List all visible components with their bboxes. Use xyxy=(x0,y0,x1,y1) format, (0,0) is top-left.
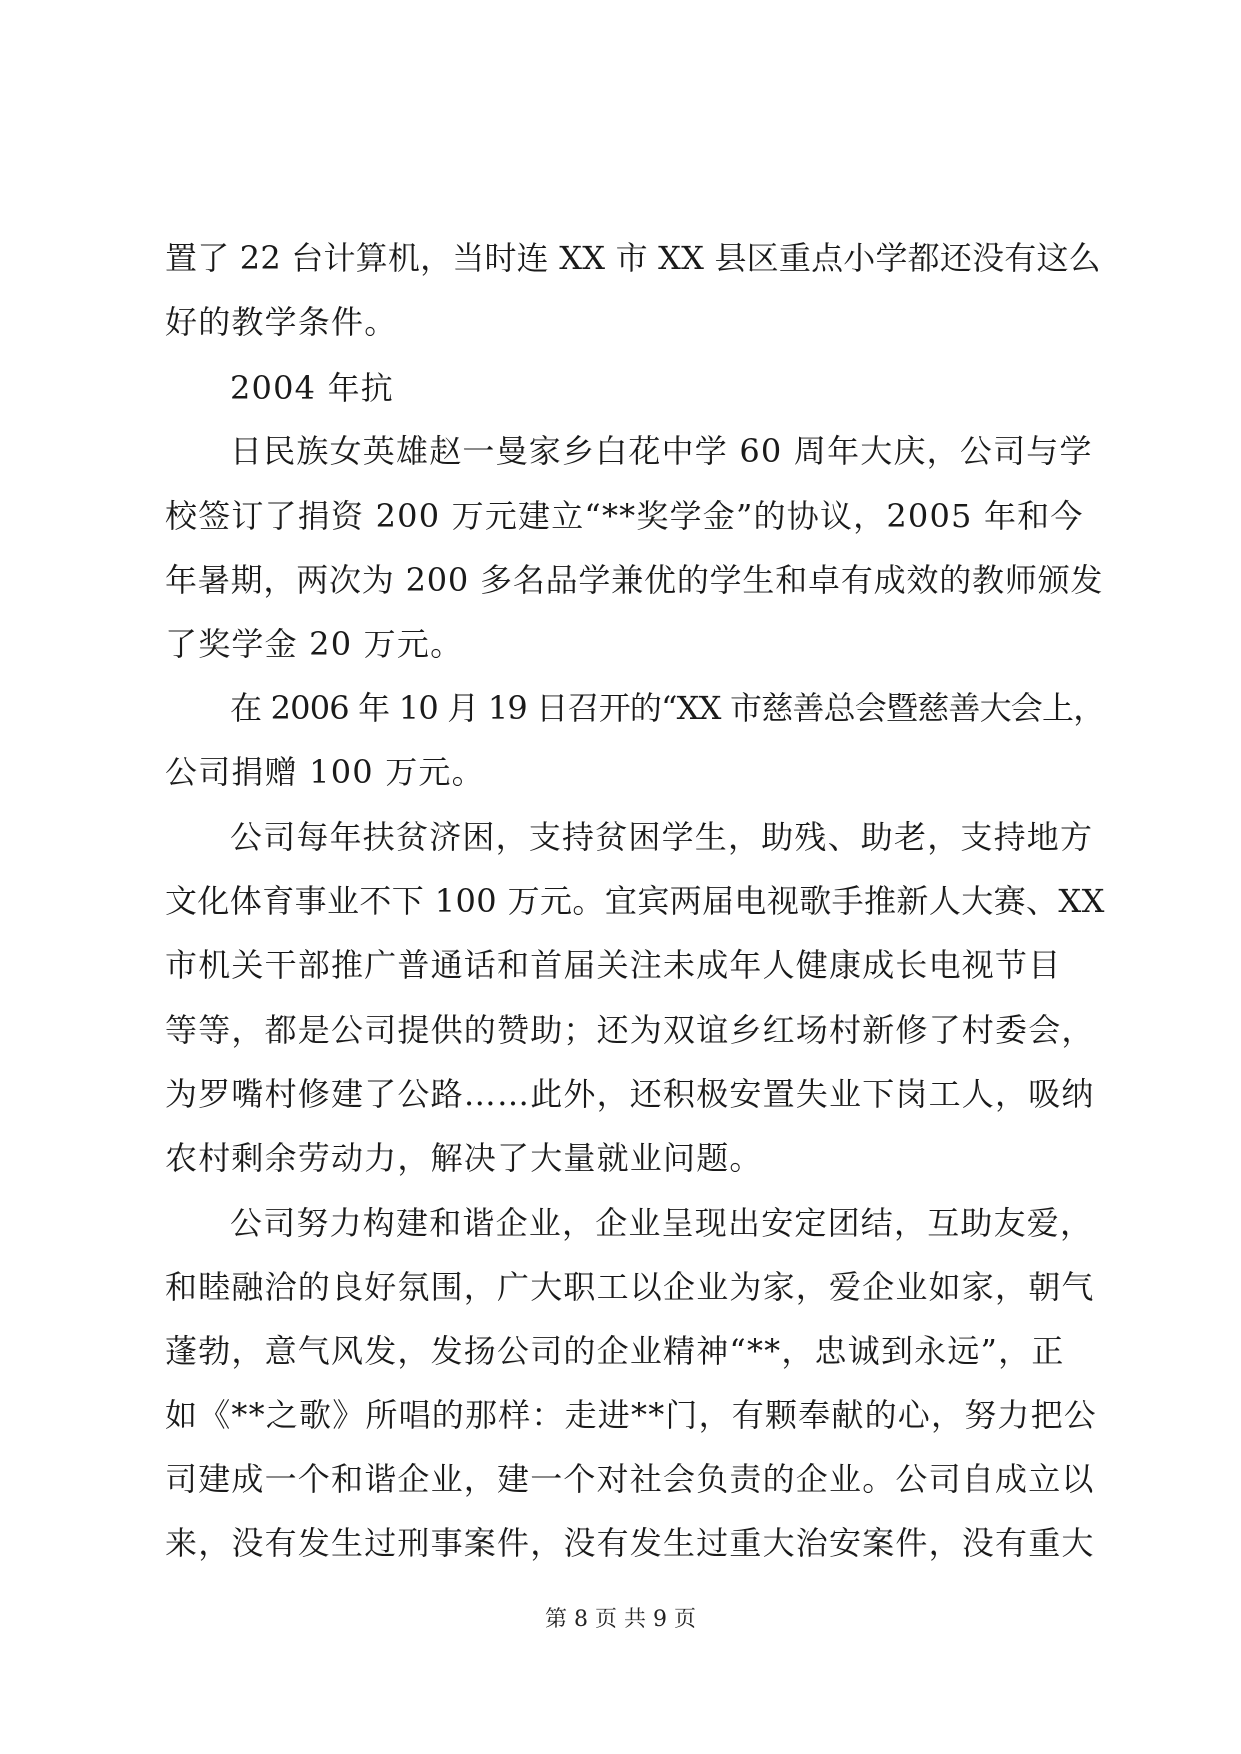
text-line: 好的教学条件。 xyxy=(165,303,398,341)
text-line: 日民族女英雄赵一曼家乡白花中学 60 周年大庆，公司与学 xyxy=(230,432,1093,470)
text-line: 公司每年扶贫济困，支持贫困学生，助残、助老，支持地方 xyxy=(230,818,1094,856)
text-line: 等等，都是公司提供的赞助；还为双谊乡红场村新修了村委会， xyxy=(165,1011,1095,1049)
text-line: 蓬勃，意气风发，发扬公司的企业精神“**，忠诚到永远”，正 xyxy=(165,1332,1065,1370)
text-line: 在 2006 年 10 月 19 日召开的“XX 市慈善总会暨慈善大会上， xyxy=(230,689,1105,727)
text-line: 公司努力构建和谐企业，企业呈现出安定团结，互助友爱， xyxy=(230,1204,1094,1242)
text-line: 2004 年抗 xyxy=(230,369,395,407)
page-number-footer: 第 8 页 共 9 页 xyxy=(545,1607,696,1632)
text-line: 农村剩余劳动力，解决了大量就业问题。 xyxy=(165,1139,763,1177)
text-line: 年暑期，两次为 200 多名品学兼优的学生和卓有成效的教师颁发 xyxy=(165,561,1104,599)
text-line: 市机关干部推广普通话和首届关注未成年人健康成长电视节目 xyxy=(165,946,1062,984)
text-line: 了奖学金 20 万元。 xyxy=(165,625,464,663)
text-line: 文化体育事业不下 100 万元。宜宾两届电视歌手推新人大赛、XX xyxy=(165,882,1105,920)
text-line: 公司捐赠 100 万元。 xyxy=(165,753,485,791)
text-line: 来，没有发生过刑事案件，没有发生过重大治安案件，没有重大 xyxy=(165,1524,1095,1562)
text-line: 如《**之歌》所唱的那样：走进**门，有颗奉献的心，努力把公 xyxy=(165,1396,1098,1434)
text-line: 校签订了捐资 200 万元建立“**奖学金”的协议，2005 年和今 xyxy=(165,497,1084,535)
text-line: 为罗嘴村修建了公路……此外，还积极安置失业下岗工人，吸纳 xyxy=(165,1075,1095,1113)
text-line: 和睦融洽的良好氛围，广大职工以企业为家，爱企业如家，朝气 xyxy=(165,1268,1095,1306)
text-line: 置了 22 台计算机，当时连 XX 市 XX 县区重点小学都还没有这么 xyxy=(165,239,1101,277)
text-line: 司建成一个和谐企业，建一个对社会负责的企业。公司自成立以 xyxy=(165,1460,1095,1498)
